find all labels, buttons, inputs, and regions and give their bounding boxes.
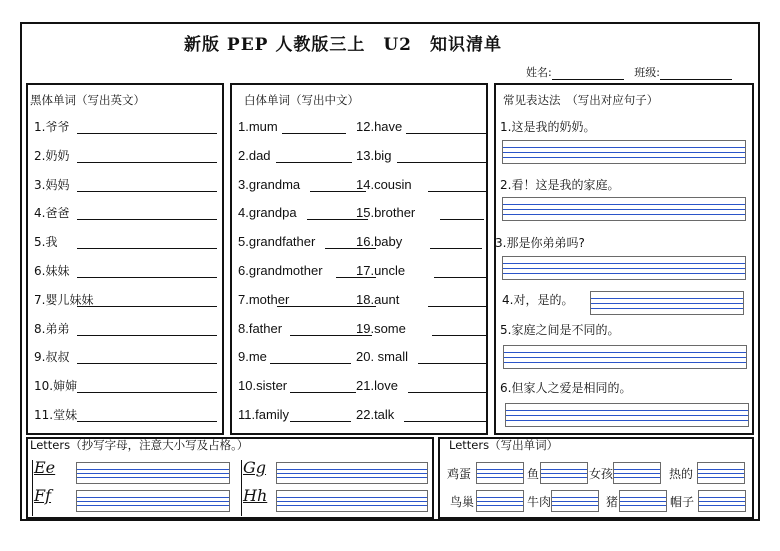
name-class-bar: [526, 64, 732, 80]
page-title: 新版 PEP 人教版三上 U2 知识清单: [184, 35, 503, 55]
answer-box[interactable]: [502, 140, 746, 164]
word-prompt: 10.婶婶: [34, 379, 78, 394]
answer-line[interactable]: [290, 421, 351, 422]
word-item: 15.brother: [356, 205, 416, 221]
answer-line[interactable]: [77, 421, 217, 422]
answer-line[interactable]: [77, 277, 217, 278]
answer-box[interactable]: [502, 256, 746, 280]
word-item: 21.love: [356, 378, 398, 394]
answer-box[interactable]: [502, 197, 746, 221]
word-prompt: 9.叔叔: [34, 350, 70, 365]
answer-line[interactable]: [77, 363, 217, 364]
answer-box[interactable]: [698, 490, 746, 512]
answer-line[interactable]: [77, 219, 217, 220]
answer-line[interactable]: [270, 363, 351, 364]
bold-words-header: 黑体单词（写出英文）: [30, 93, 145, 107]
word-prompt: 8.弟弟: [34, 321, 70, 336]
word-prompt: 2.奶奶: [34, 148, 70, 163]
answer-line[interactable]: [77, 133, 217, 134]
answer-line[interactable]: [290, 392, 356, 393]
word-prompt: 热的: [669, 467, 694, 481]
word-item: 3.grandma: [238, 176, 301, 192]
answer-line[interactable]: [282, 133, 346, 134]
answer-line[interactable]: [406, 133, 486, 134]
word-prompt: 猪: [606, 495, 619, 509]
word-item: 1.mum: [238, 119, 278, 134]
expression-prompt: 3.那是你弟弟吗?: [495, 236, 585, 250]
letter-model: Hh: [243, 486, 268, 505]
word-item: 19.some: [356, 320, 406, 336]
answer-line[interactable]: [397, 162, 486, 163]
answer-line[interactable]: [428, 191, 486, 192]
answer-line[interactable]: [325, 248, 376, 249]
name-field[interactable]: [552, 79, 624, 80]
answer-box[interactable]: [476, 490, 524, 512]
word-item: 2.dad: [238, 147, 271, 163]
word-item: 7.mother: [238, 291, 290, 307]
word-item: 18.aunt: [356, 291, 400, 307]
answer-line[interactable]: [428, 306, 486, 307]
answer-box[interactable]: [476, 462, 524, 484]
letter-copy-box[interactable]: [276, 462, 428, 484]
word-item: 22.talk: [356, 407, 395, 422]
answer-box[interactable]: [551, 490, 599, 512]
word-prompt: 4.爸爸: [34, 206, 70, 221]
word-prompt: 1.爷爷: [34, 120, 70, 134]
answer-line[interactable]: [290, 335, 372, 336]
answer-box[interactable]: [613, 462, 661, 484]
word-item: 10.sister: [238, 378, 288, 394]
word-item: 17.uncle: [356, 263, 406, 278]
answer-line[interactable]: [77, 392, 217, 393]
answer-line[interactable]: [276, 162, 352, 163]
letter-copy-box[interactable]: [76, 462, 230, 484]
word-item: 5.grandfather: [238, 234, 316, 250]
letter-copy-box[interactable]: [276, 490, 428, 512]
word-prompt: 鸡蛋: [447, 467, 472, 481]
answer-line[interactable]: [77, 191, 217, 192]
name-label: 姓名:: [526, 66, 552, 79]
answer-line[interactable]: [310, 191, 366, 192]
answer-box[interactable]: [590, 291, 744, 315]
word-prompt: 牛肉: [527, 495, 552, 509]
word-item: 20. small: [356, 349, 409, 365]
answer-line[interactable]: [434, 277, 486, 278]
word-prompt: 3.妈妈: [34, 177, 70, 192]
word-item: 13.big: [356, 147, 392, 163]
expression-prompt: 4.对，是的。: [502, 293, 574, 307]
guide-line: [32, 460, 33, 516]
answer-line[interactable]: [77, 248, 217, 249]
letter-model: Gg: [243, 458, 267, 477]
answer-line[interactable]: [77, 162, 217, 163]
word-item: 16.baby: [356, 234, 403, 250]
expression-prompt: 1.这是我的奶奶。: [500, 120, 596, 134]
guide-line: [241, 460, 242, 516]
plain-words-header: 白体单词（写出中文）: [244, 93, 359, 107]
word-item: 14.cousin: [356, 176, 412, 192]
expression-prompt: 5.家庭之间是不同的。: [500, 323, 620, 337]
expressions-header: 常见表达法 （写出对应句子）: [503, 93, 659, 107]
letters-words-header: Letters（写出单词）: [449, 438, 559, 452]
word-item: 9.me: [238, 349, 267, 365]
answer-line[interactable]: [432, 335, 486, 336]
letter-copy-box[interactable]: [76, 490, 230, 512]
expression-prompt: 6.但家人之爱是相同的。: [500, 381, 632, 395]
word-prompt: 鸟巢: [450, 495, 475, 509]
answer-line[interactable]: [440, 219, 484, 220]
word-item: 12.have: [356, 119, 403, 134]
word-prompt: 6.妹妹: [34, 264, 70, 278]
answer-box[interactable]: [619, 490, 667, 512]
answer-line[interactable]: [418, 363, 486, 364]
class-field[interactable]: [660, 79, 732, 80]
answer-line[interactable]: [430, 248, 482, 249]
answer-line[interactable]: [77, 335, 217, 336]
answer-line[interactable]: [404, 421, 486, 422]
answer-line[interactable]: [277, 306, 376, 307]
answer-line[interactable]: [77, 306, 217, 307]
answer-box[interactable]: [540, 462, 588, 484]
answer-line[interactable]: [336, 277, 376, 278]
answer-line[interactable]: [307, 219, 368, 220]
word-item: 11.family: [238, 407, 290, 422]
word-prompt: 11.堂妹: [34, 408, 78, 422]
answer-box[interactable]: [503, 345, 747, 369]
word-item: 4.grandpa: [238, 205, 297, 221]
word-prompt: 女孩: [589, 467, 614, 481]
class-label: 班级:: [634, 66, 660, 79]
word-prompt: 鱼: [527, 467, 540, 481]
expression-prompt: 2.看！这是我的家庭。: [500, 178, 620, 192]
word-item: 8.father: [238, 320, 283, 336]
word-prompt: 5.我: [34, 235, 58, 250]
answer-line[interactable]: [408, 392, 486, 393]
letter-model: Ff: [34, 486, 52, 505]
letters-copy-header: Letters（抄写字母，注意大小写及占格。）: [30, 438, 249, 452]
answer-box[interactable]: [505, 403, 749, 427]
answer-box[interactable]: [697, 462, 745, 484]
letter-model: Ee: [34, 458, 56, 477]
word-prompt: 7.婴儿妹妹: [34, 292, 94, 307]
word-prompt: 帽子: [670, 495, 695, 509]
word-item: 6.grandmother: [238, 263, 323, 278]
